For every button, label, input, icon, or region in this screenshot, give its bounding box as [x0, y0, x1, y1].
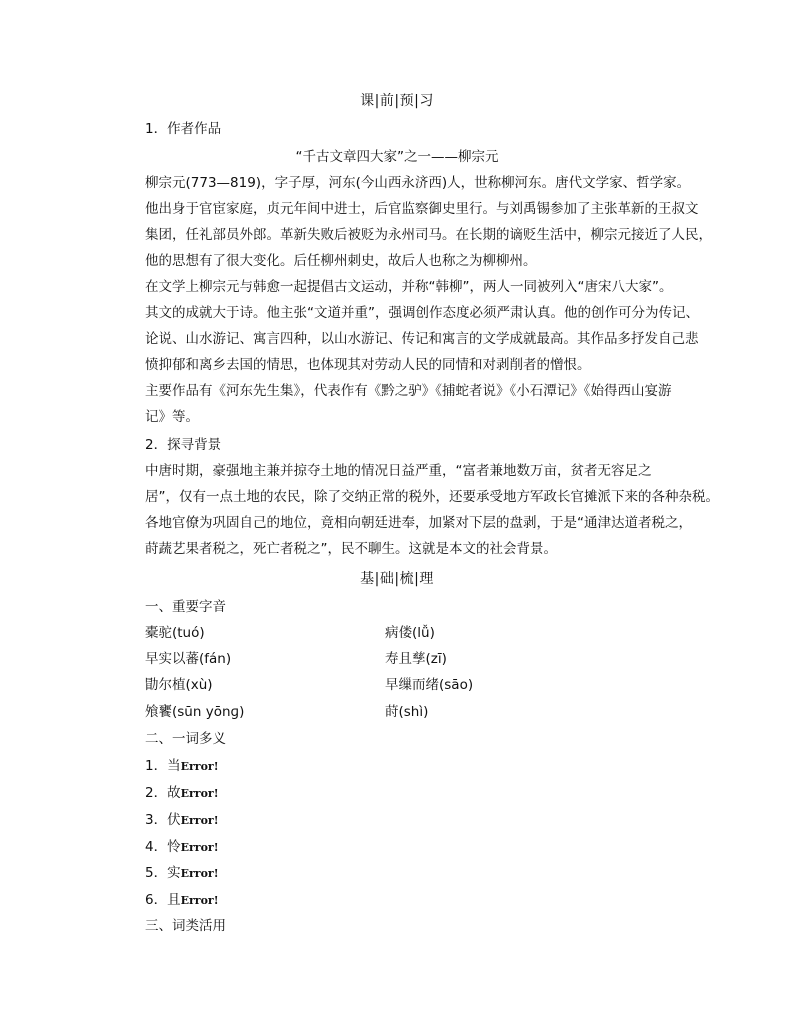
polysemy-item — [145, 757, 219, 776]
paragraph-line: 其文的成就大于诗。他主张“文道并重”，强调创作态度必须严肃认真。他的创作可分为传记、 — [145, 305, 699, 321]
pronunciation-item: 勖尔植(xù) — [145, 677, 213, 693]
paragraph-line: 各地官僚为巩固自己的地位，竟相向朝廷进奉，加紧对下层的盘剥，于是“通津达道者税之， — [145, 515, 692, 531]
heading-word-class: 三、词类活用 — [145, 918, 226, 934]
pronunciation-item: 寿且孳(zī) — [385, 651, 447, 667]
paragraph-line: 集团，任礼部员外郎。革新失败后被贬为永州司马。在长期的谪贬生活中，柳宗元接近了人民， — [145, 227, 712, 243]
paragraph-line: 记》等。 — [145, 409, 199, 425]
error-text: Error! — [180, 760, 219, 773]
polysemy-word: 2．故 — [145, 785, 181, 801]
paragraph-line: 愤抑郁和离乡去国的情思，也体现其对劳动人民的同情和对剥削者的憎恨。 — [145, 357, 591, 373]
error-text: Error! — [180, 814, 219, 827]
polysemy-word: 5．实 — [145, 865, 181, 881]
pronunciation-item: 早实以蕃(fán) — [145, 651, 232, 667]
heading-pronunciation: 一、重要字音 — [145, 599, 226, 615]
polysemy-item — [145, 811, 219, 830]
basics-title: 基|础|梳|理 — [360, 571, 434, 587]
paragraph-line: 居”，仅有一点土地的农民，除了交纳正常的税外，还要承受地方军政长官摊派下来的各种杂税。 — [145, 489, 719, 505]
polysemy-word: 1．当 — [145, 758, 181, 774]
polysemy-item — [145, 864, 219, 883]
pronunciation-item: 早缫而绪(sāo) — [385, 677, 474, 693]
paragraph-line: 他的思想有了很大变化。后任柳州刺史，故后人也称之为柳柳州。 — [145, 253, 537, 269]
polysemy-word: 6．且 — [145, 892, 181, 908]
paragraph-line: 在文学上柳宗元与韩愈一起提倡古文运动，并称“韩柳”，两人一同被列入“唐宋八大家”。 — [145, 279, 673, 295]
pronunciation-item: 莳(shì) — [385, 704, 429, 720]
pronunciation-item: 病偻(lǚ) — [385, 625, 435, 641]
error-text: Error! — [180, 867, 219, 880]
polysemy-item — [145, 838, 219, 857]
error-text: Error! — [180, 787, 219, 800]
pronunciation-item: 橐驼(tuó) — [145, 625, 205, 641]
pronunciation-item: 飧饔(sūn yōnɡ) — [145, 704, 245, 720]
section-heading-author-works: 1．作者作品 — [145, 121, 222, 137]
preview-title: 课|前|预|习 — [360, 93, 434, 109]
paragraph-line: 莳蔬艺果者税之，死亡者税之”，民不聊生。这就是本文的社会背景。 — [145, 541, 557, 557]
heading-polysemy: 二、一词多义 — [145, 731, 226, 747]
polysemy-word: 3．伏 — [145, 812, 181, 828]
paragraph-line: 论说、山水游记、寓言四种，以山水游记、传记和寓言的文学成就最高。其作品多抒发自己悲 — [145, 331, 699, 347]
paragraph-line: 他出身于官宦家庭，贞元年间中进士，后官监察御史里行。与刘禹锡参加了主张革新的王叔文 — [145, 201, 699, 217]
section-heading-background: 2．探寻背景 — [145, 437, 222, 453]
polysemy-item — [145, 891, 219, 910]
polysemy-word: 4．怜 — [145, 839, 181, 855]
paragraph-line: 主要作品有《河东先生集》，代表作有《黔之驴》《捕蛇者说》《小石潭记》《始得西山宴游 — [145, 383, 672, 399]
error-text: Error! — [180, 841, 219, 854]
paragraph-line: 柳宗元(773—819)，字子厚，河东(今山西永济西)人，世称柳河东。唐代文学家、哲学家。 — [145, 175, 691, 191]
paragraph-line: 中唐时期，豪强地主兼并掠夺土地的情况日益严重，“富者兼地数万亩，贫者无容足之 — [145, 463, 652, 479]
author-subtitle: “千古文章四大家”之一——柳宗元 — [295, 149, 499, 165]
error-text: Error! — [180, 894, 219, 907]
polysemy-item — [145, 784, 219, 803]
